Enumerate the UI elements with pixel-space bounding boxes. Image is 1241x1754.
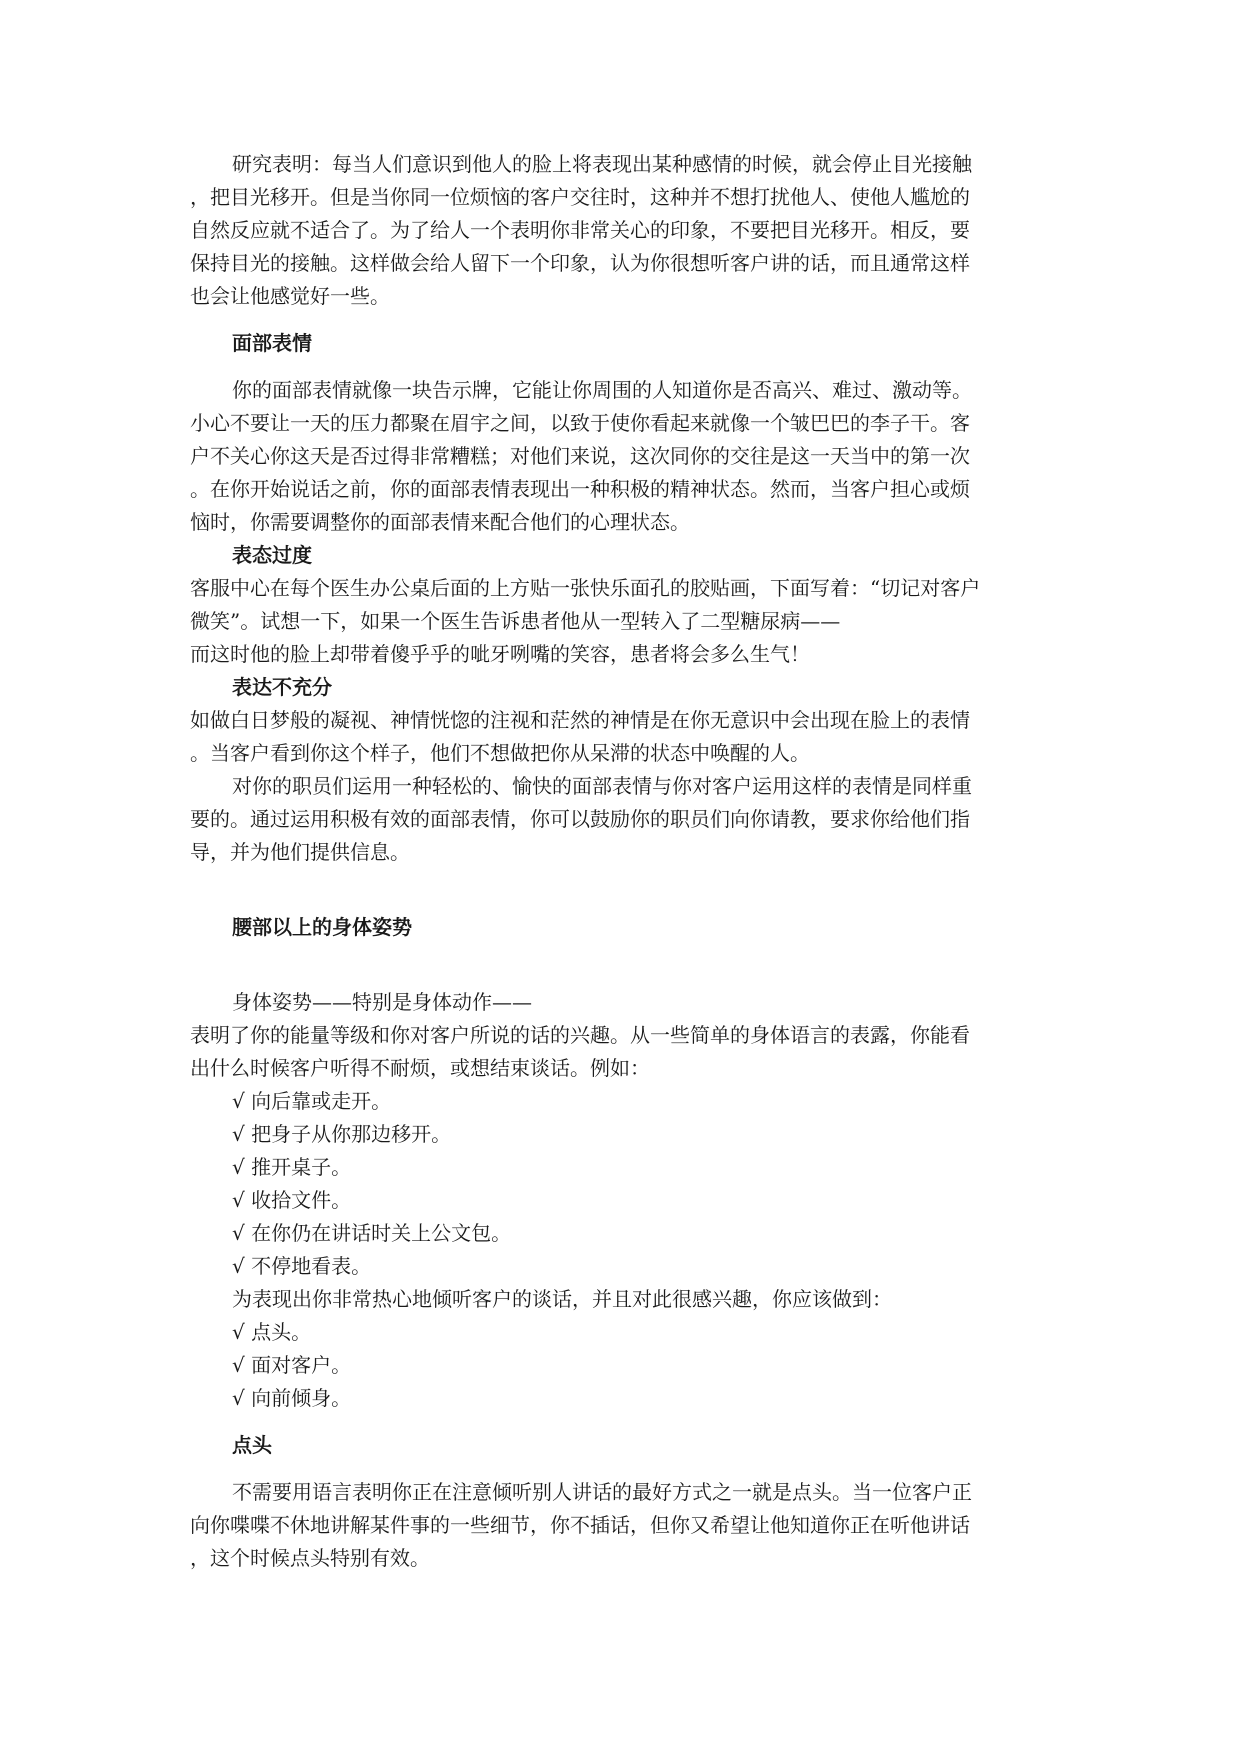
text-line: 而这时他的脸上却带着傻乎乎的呲牙咧嘴的笑容，患者将会多么生气！ [190,642,810,666]
text-line: 不需要用语言表明你正在注意倾听别人讲话的最好方式之一就是点头。当一位客户正 [232,1480,972,1504]
text-line: ，这个时候点头特别有效。 [190,1546,430,1570]
list-item: √ 推开桌子。 [232,1155,352,1179]
text-line: 。当客户看到你这个样子，他们不想做把你从呆滞的状态中唤醒的人。 [190,741,810,765]
paragraph-posture [190,986,1050,1085]
text-line: 如做白日梦般的凝视、神情恍惚的注视和茫然的神情是在你无意识中会出现在脸上的表情 [190,708,970,732]
text-line: 恼时，你需要调整你的面部表情来配合他们的心理状态。 [190,510,690,534]
text-line: 你的面部表情就像一块告示牌，它能让你周围的人知道你是否高兴、难过、激动等。 [232,378,972,402]
heading-overexpression: 表态过度 [232,543,312,567]
list-bored-signals [190,1085,1050,1283]
text-line: 要的。通过运用积极有效的面部表情，你可以鼓励你的职员们向你请教，要求你给他们指 [190,807,970,831]
text-line: 对你的职员们运用一种轻松的、愉快的面部表情与你对客户运用这样的表情是同样重 [232,774,972,798]
paragraph-facial-expression [190,374,1050,539]
text-line: 。在你开始说话之前，你的面部表情表现出一种积极的精神状态。然而，当客户担心或烦 [190,477,970,501]
text-line: 小心不要让一天的压力都聚在眉宇之间，以致于使你看起来就像一个皱巴巴的李子干。客 [190,411,970,435]
heading-facial-expression: 面部表情 [232,331,312,355]
list-item: √ 把身子从你那边移开。 [232,1122,452,1146]
heading-underexpression: 表达不充分 [232,675,332,699]
list-item: √ 不停地看表。 [232,1254,372,1278]
list-item: √ 向前倾身。 [232,1386,352,1410]
text-line: 微笑”。试想一下，如果一个医生告诉患者他从一型转入了二型糖尿病—— [190,609,841,633]
text-line: 户不关心你这天是否过得非常糟糕；对他们来说，这次同你的交往是这一天当中的第一次 [190,444,970,468]
heading-nodding: 点头 [232,1433,272,1457]
list-item: √ 在你仍在讲话时关上公文包。 [232,1221,512,1245]
list-item: √ 收拾文件。 [232,1188,352,1212]
paragraph-overexpression [190,572,1050,671]
paragraph-staff [190,770,1050,869]
paragraph-interest: 为表现出你非常热心地倾听客户的谈话，并且对此很感兴趣，你应该做到： [232,1287,892,1311]
text-line: 保持目光的接触。这样做会给人留下一个印象，认为你很想听客户讲的话，而且通常这样 [190,251,970,275]
paragraph-eye-contact [190,148,1050,313]
text-line: 导，并为他们提供信息。 [190,840,410,864]
list-item: √ 点头。 [232,1320,312,1344]
paragraph-underexpression [190,704,1050,770]
heading-posture: 腰部以上的身体姿势 [232,915,412,939]
text-line: ，把目光移开。但是当你同一位烦恼的客户交往时，这种并不想打扰他人、使他人尴尬的 [190,185,970,209]
text-line: 向你喋喋不休地讲解某件事的一些细节，你不插话，但你又希望让他知道你正在听他讲话 [190,1513,970,1537]
text-line: 表明了你的能量等级和你对客户所说的话的兴趣。从一些简单的身体语言的表露，你能看 [190,1023,970,1047]
list-item: √ 面对客户。 [232,1353,352,1377]
text-line: 自然反应就不适合了。为了给人一个表明你非常关心的印象，不要把目光移开。相反，要 [190,218,970,242]
document-page [190,148,1050,1575]
text-line: 客服中心在每个医生办公桌后面的上方贴一张快乐面孔的胶贴画，下面写着：“切记对客户 [190,576,981,600]
text-line: 研究表明：每当人们意识到他人的脸上将表现出某种感情的时候，就会停止目光接触 [232,152,972,176]
text-line: 也会让他感觉好一些。 [190,284,390,308]
text-line: 出什么时候客户听得不耐烦，或想结束谈话。例如： [190,1056,650,1080]
text-line: 身体姿势——特别是身体动作—— [232,990,532,1014]
list-item: √ 向后靠或走开。 [232,1089,392,1113]
paragraph-nodding [190,1476,1050,1575]
list-interest-signals [190,1316,1050,1415]
